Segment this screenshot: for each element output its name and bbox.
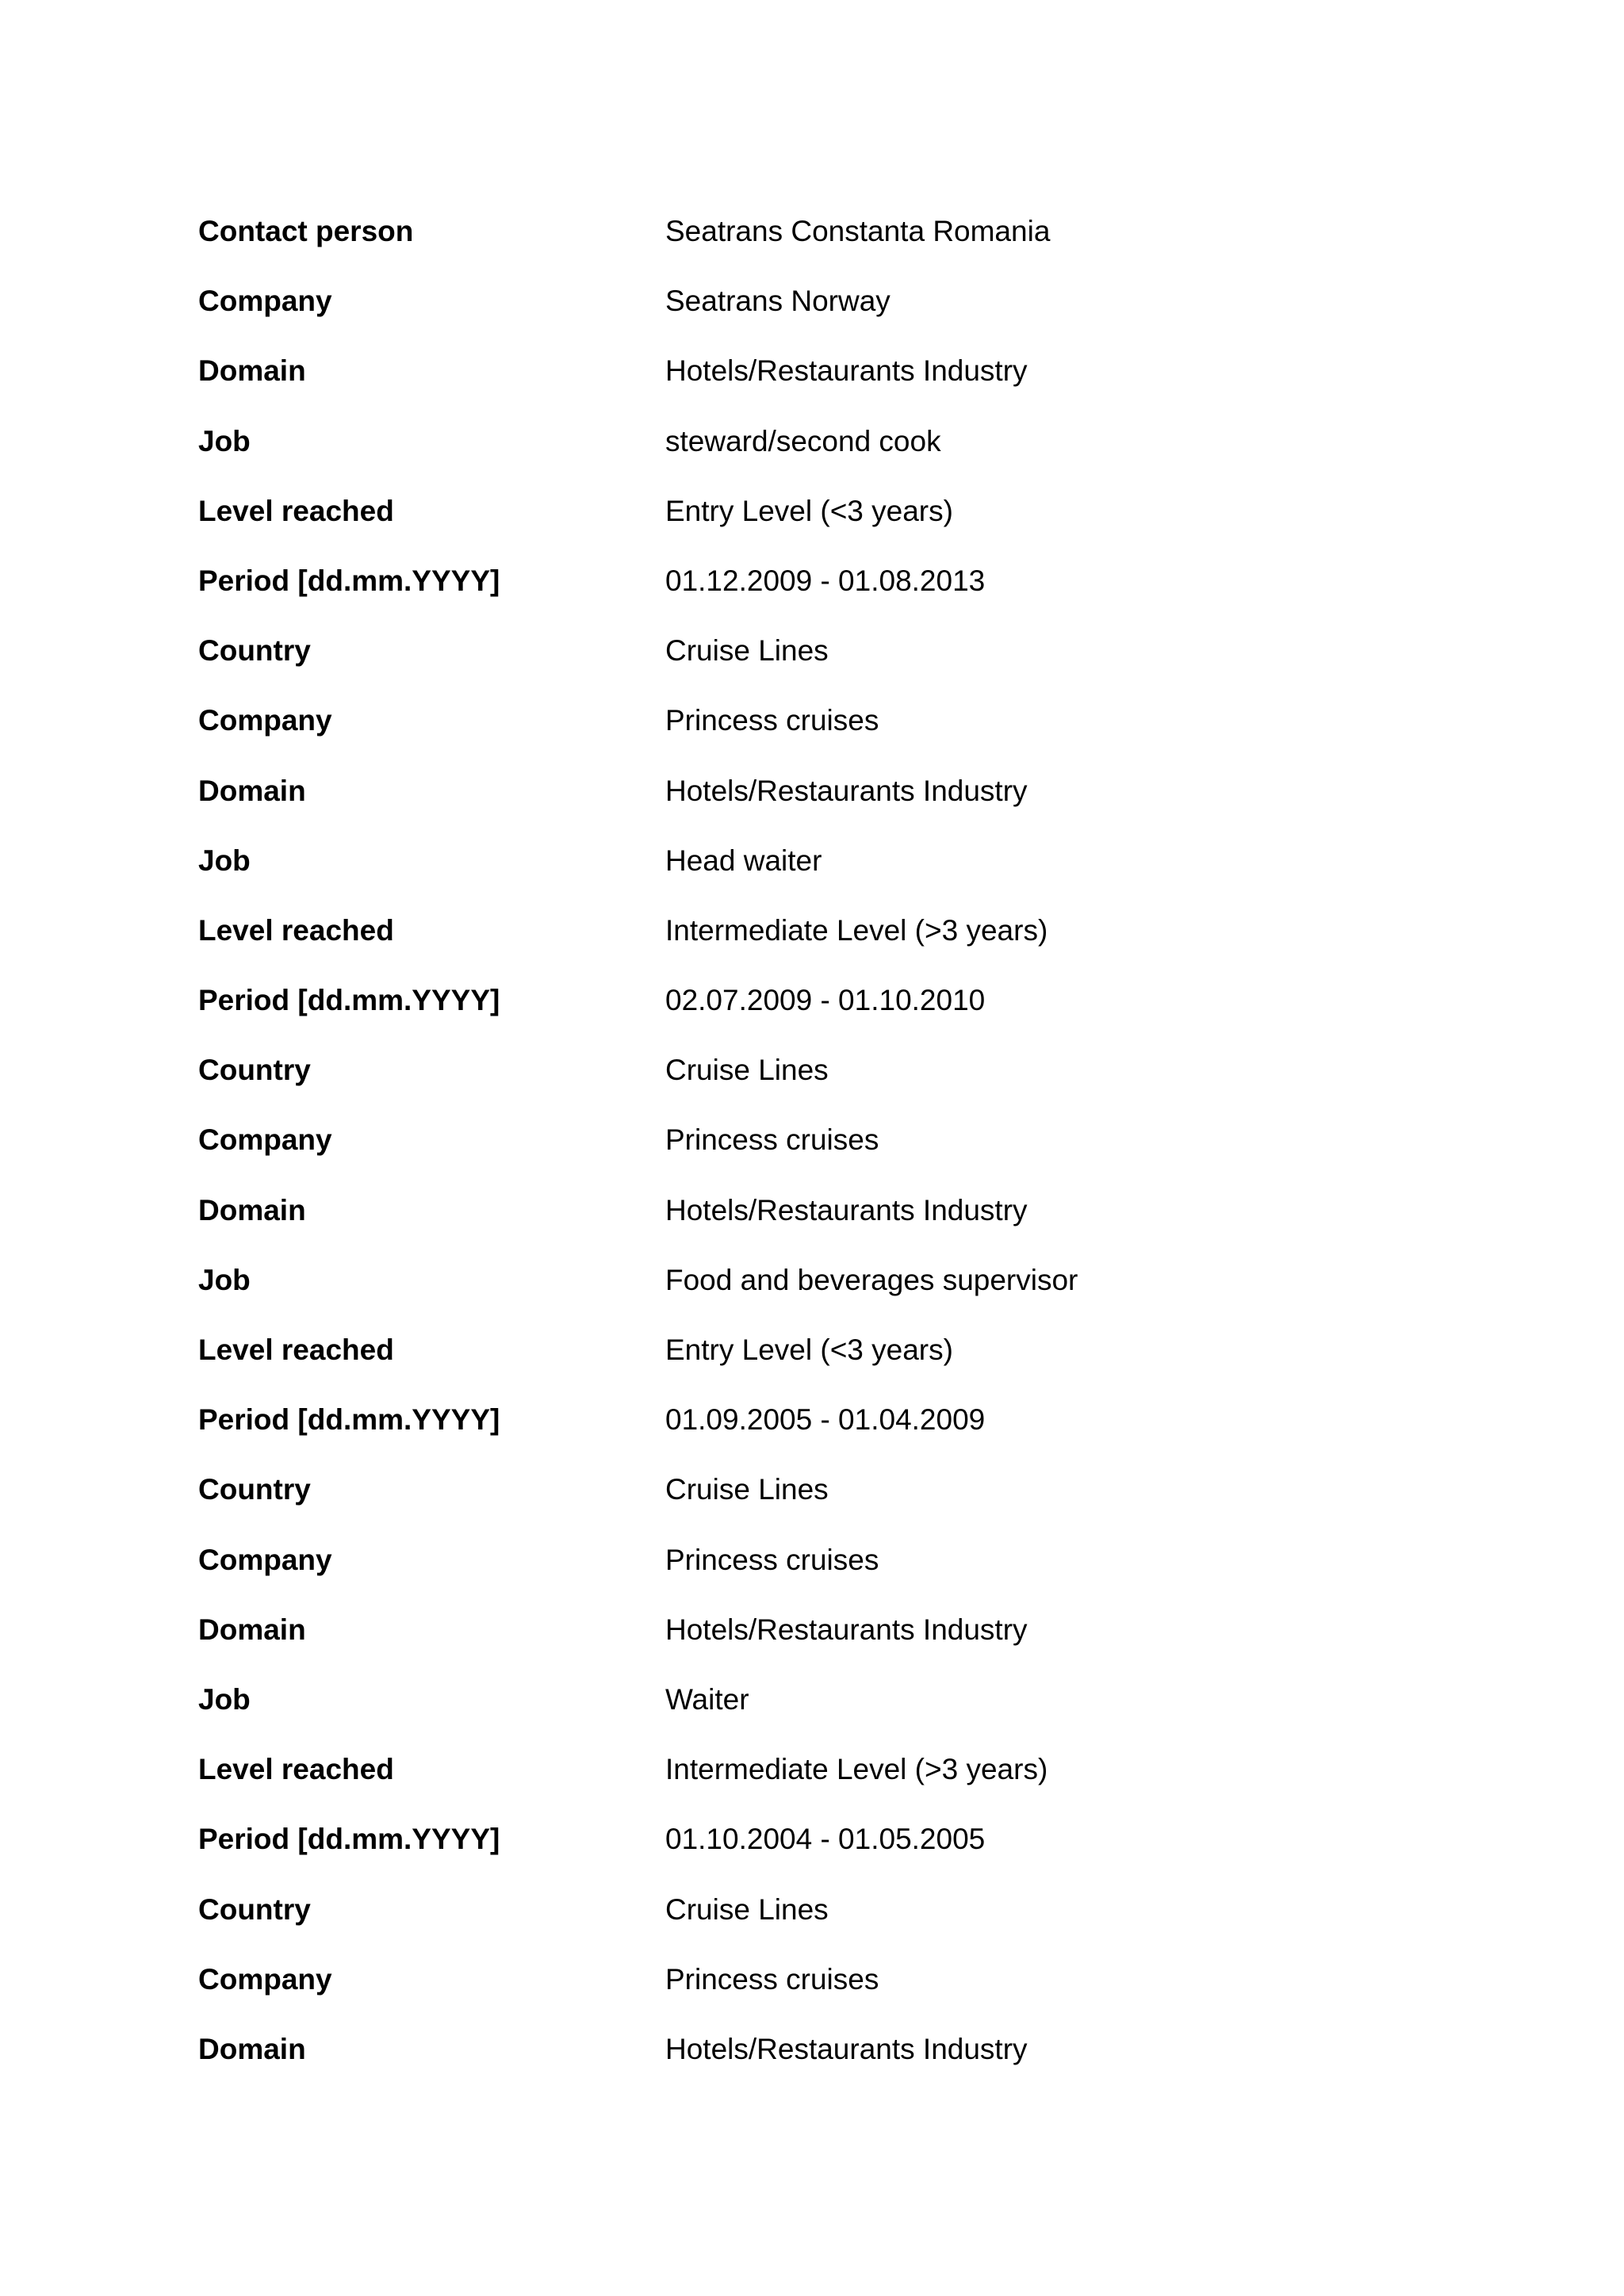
field-value: Princess cruises: [665, 704, 879, 737]
field-label: Period [dd.mm.YYYY]: [198, 1823, 500, 1856]
field-value: Princess cruises: [665, 1123, 879, 1157]
field-label: Country: [198, 634, 311, 668]
field-label: Domain: [198, 1613, 306, 1646]
field-value: Seatrans Norway: [665, 285, 891, 318]
field-value: Food and beverages supervisor: [665, 1263, 1078, 1296]
list-item: [198, 424, 1388, 494]
list-item: [198, 494, 1388, 564]
list-item: [198, 1962, 1388, 2032]
field-label: Domain: [198, 774, 306, 807]
list-item: [198, 2032, 1388, 2102]
field-value: Intermediate Level (>3 years): [665, 1753, 1048, 1786]
list-item: [198, 1543, 1388, 1613]
field-label: Job: [198, 1682, 251, 1716]
list-item: [198, 1402, 1388, 1472]
field-label: Country: [198, 1473, 311, 1506]
list-item: [198, 214, 1388, 284]
list-item: [198, 1892, 1388, 1962]
field-label: Level reached: [198, 913, 394, 947]
field-label: Contact person: [198, 215, 414, 247]
list-item: [198, 1472, 1388, 1542]
field-value: Hotels/Restaurants Industry: [665, 774, 1028, 807]
field-value: Waiter: [665, 1682, 749, 1716]
field-value: 01.09.2005 - 01.04.2009: [665, 1403, 986, 1437]
field-label: Company: [198, 1543, 332, 1576]
field-label: Period [dd.mm.YYYY]: [198, 564, 500, 597]
field-label: Country: [198, 1892, 311, 1926]
list-item: [198, 913, 1388, 983]
list-item: [198, 983, 1388, 1053]
field-value: Hotels/Restaurants Industry: [665, 1613, 1028, 1646]
field-value: 02.07.2009 - 01.10.2010: [665, 984, 986, 1017]
field-value: Cruise Lines: [665, 1054, 829, 1087]
field-value: Princess cruises: [665, 1543, 879, 1576]
list-item: [198, 844, 1388, 913]
field-value: Seatrans Constanta Romania: [665, 215, 1051, 247]
field-label: Level reached: [198, 494, 394, 527]
list-item: [198, 564, 1388, 633]
list-item: [198, 1613, 1388, 1682]
field-value: Cruise Lines: [665, 1892, 829, 1926]
list-item: [198, 1263, 1388, 1333]
field-value: Princess cruises: [665, 1962, 879, 1996]
field-label: Period [dd.mm.YYYY]: [198, 984, 500, 1017]
field-label: Company: [198, 704, 332, 737]
field-value: Hotels/Restaurants Industry: [665, 354, 1028, 388]
list-item: [198, 633, 1388, 703]
field-value: Cruise Lines: [665, 1473, 829, 1506]
field-label: Job: [198, 424, 251, 457]
list-item: [198, 1193, 1388, 1263]
field-label: Domain: [198, 354, 306, 388]
list-item: [198, 1682, 1388, 1752]
list-item: [198, 1123, 1388, 1192]
work-experience-list: [198, 214, 1388, 2102]
field-label: Country: [198, 1054, 311, 1087]
field-value: Hotels/Restaurants Industry: [665, 1193, 1028, 1226]
list-item: [198, 1333, 1388, 1402]
field-value: Entry Level (<3 years): [665, 1334, 953, 1366]
field-label: Company: [198, 1123, 332, 1157]
field-value: Entry Level (<3 years): [665, 494, 953, 527]
list-item: [198, 774, 1388, 844]
field-value: 01.10.2004 - 01.05.2005: [665, 1823, 986, 1856]
field-label: Domain: [198, 2032, 306, 2065]
field-value: Hotels/Restaurants Industry: [665, 2032, 1028, 2065]
field-label: Domain: [198, 1193, 306, 1226]
field-label: Company: [198, 1962, 332, 1996]
field-label: Level reached: [198, 1753, 394, 1786]
field-value: 01.12.2009 - 01.08.2013: [665, 564, 986, 597]
list-item: [198, 1053, 1388, 1123]
field-value: Intermediate Level (>3 years): [665, 913, 1048, 947]
field-value: steward/second cook: [665, 424, 941, 457]
list-item: [198, 1752, 1388, 1822]
field-value: Head waiter: [665, 844, 822, 877]
list-item: [198, 1822, 1388, 1892]
field-value: Cruise Lines: [665, 634, 829, 668]
field-label: Job: [198, 844, 251, 877]
list-item: [198, 354, 1388, 423]
field-label: Company: [198, 285, 332, 318]
field-label: Period [dd.mm.YYYY]: [198, 1403, 500, 1437]
field-label: Level reached: [198, 1334, 394, 1366]
list-item: [198, 284, 1388, 354]
field-label: Job: [198, 1263, 251, 1296]
list-item: [198, 703, 1388, 773]
